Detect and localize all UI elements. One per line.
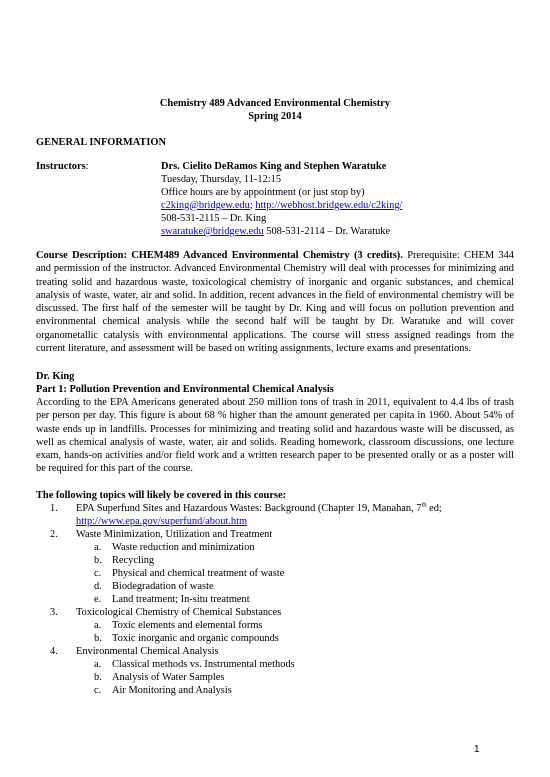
topic-3-number: 3. [50,607,58,618]
topic-2e [94,593,250,606]
page-number: 1 [474,744,480,755]
topic-1-superscript: th [421,501,427,509]
waratuke-phone: 508-531-2114 – Dr. Waratuke [263,226,391,237]
topic-4-number: 4. [50,646,58,657]
topic-2-text: Waste Minimization, Utilization and Treatment [76,529,273,540]
list-item-text: Recycling [112,555,155,566]
waratuke-email-link[interactable]: swaratuke@bridgew.edu [161,226,264,237]
king-phone: 508-531-2115 – Dr. King [161,213,267,224]
list-item-text: Biodegradation of waste [112,581,214,592]
contact-separator: ; [249,200,253,211]
list-letter: b. [94,633,102,644]
topic-2a [94,541,255,554]
topic-4-text: Environmental Chemical Analysis [76,646,219,657]
list-item-text: Analysis of Water Samples [112,672,225,683]
topic-1-label: EPA Superfund Sites and Hazardous Wastes: Background (Chapter 19, Manahan, 7 [76,503,422,514]
topic-2b [94,554,154,567]
office-hours: Office hours are by appointment (or just stop by) [161,187,365,198]
king-contact-line [161,199,402,212]
topic-3a [94,619,262,632]
part1-heading: Part 1: Pollution Prevention and Environmental Chemical Analysis [36,384,334,395]
topic-1-number: 1. [50,503,58,514]
king-website-link[interactable]: http://webhost.bridgew.edu/c2king/ [255,200,403,211]
topic-3b [94,632,279,645]
waratuke-contact-line [161,225,390,238]
course-description-text: Prerequisite: CHEM 344 and permission of the instructor. Advanced Environmental Chemistry will deal with processes for minimizing and treating solid and hazardous waste, toxicological chemistry of inorganic and organic substances, and chemical analysis of waste, water, air and solid. In addition, recent advances in the field of environmental chemistry will be discussed. The first half of the semester will be taught by Dr. King and will focus on pollution prevention and environmental chemical analysis while the second half will be taught by Dr. Waratuke and will cover organometallic catalysis with environmental applications. The course will stress assigned readings from the current literature, and assessment will be based on writing assignments, lecture exams and presentations. [36,250,514,355]
course-description-label: Course Description: CHEM489 Advanced Environmental Chemistry (3 credits). [36,250,403,261]
topic-4a [94,658,295,671]
list-letter: b. [94,555,102,566]
course-title: Chemistry 489 Advanced Environmental Chemistry [159,98,391,109]
instructor-names: Drs. Cielito DeRamos King and Stephen Waratuke [161,161,387,172]
instructors-label-line [36,160,89,173]
list-item-text: Physical and chemical treatment of waste [112,568,285,579]
list-letter: e. [94,594,102,605]
instructors-label: Instructors [36,161,86,172]
list-item-text: Toxic inorganic and organic compounds [112,633,279,644]
list-item-text: Air Monitoring and Analysis [112,685,232,696]
list-item-text: Toxic elements and elemental forms [112,620,263,631]
topics-heading: The following topics will likely be covered in this course: [36,490,287,501]
superfund-link[interactable]: http://www.epa.gov/superfund/about.htm [76,516,248,527]
topic-2-number: 2. [50,529,58,540]
part1-paragraph: According to the EPA Americans generated about 250 million tons of trash in 2011, equivalent to 4.4 lbs of trash per person per day. This figure is about 68 % higher than the amount generated per capita in 1960. About 54% of waste ends up in landfills. Processes for minimizing and treating solid and hazardous waste will be discussed, as well as chemical analysis of waste, water, air and solids. Reading homework, classroom discussions, one lecture exam, hands-on activities and/or field work and a written research paper to be presented orally or as a poster will be required for this part of the course. [36,397,514,475]
topic-1-text [76,502,442,515]
part1-instructor: Dr. King [36,371,75,382]
king-email-link[interactable]: c2king@bridgew.edu [161,200,250,211]
list-letter: c. [94,685,102,696]
general-info-heading: GENERAL INFORMATION [36,137,166,148]
list-letter: a. [94,620,102,631]
topic-3-text: Toxicological Chemistry of Chemical Substances [76,607,282,618]
topic-1-tail: ed; [426,503,442,514]
topic-2c [94,567,284,580]
list-letter: b. [94,672,102,683]
list-item-text: Land treatment; In-situ treatment [112,594,250,605]
list-item-text: Classical methods vs. Instrumental methods [112,659,295,670]
course-description-paragraph [36,249,514,355]
list-letter: d. [94,581,102,592]
topic-4b [94,671,224,684]
list-letter: c. [94,568,102,579]
instructors-colon: : [85,161,89,172]
list-letter: a. [94,542,102,553]
course-term: Spring 2014 [248,111,302,122]
class-schedule: Tuesday, Thursday, 11-12:15 [161,174,282,185]
topic-2d [94,580,214,593]
list-letter: a. [94,659,102,670]
list-item-text: Waste reduction and minimization [112,542,255,553]
topic-4c [94,684,232,697]
